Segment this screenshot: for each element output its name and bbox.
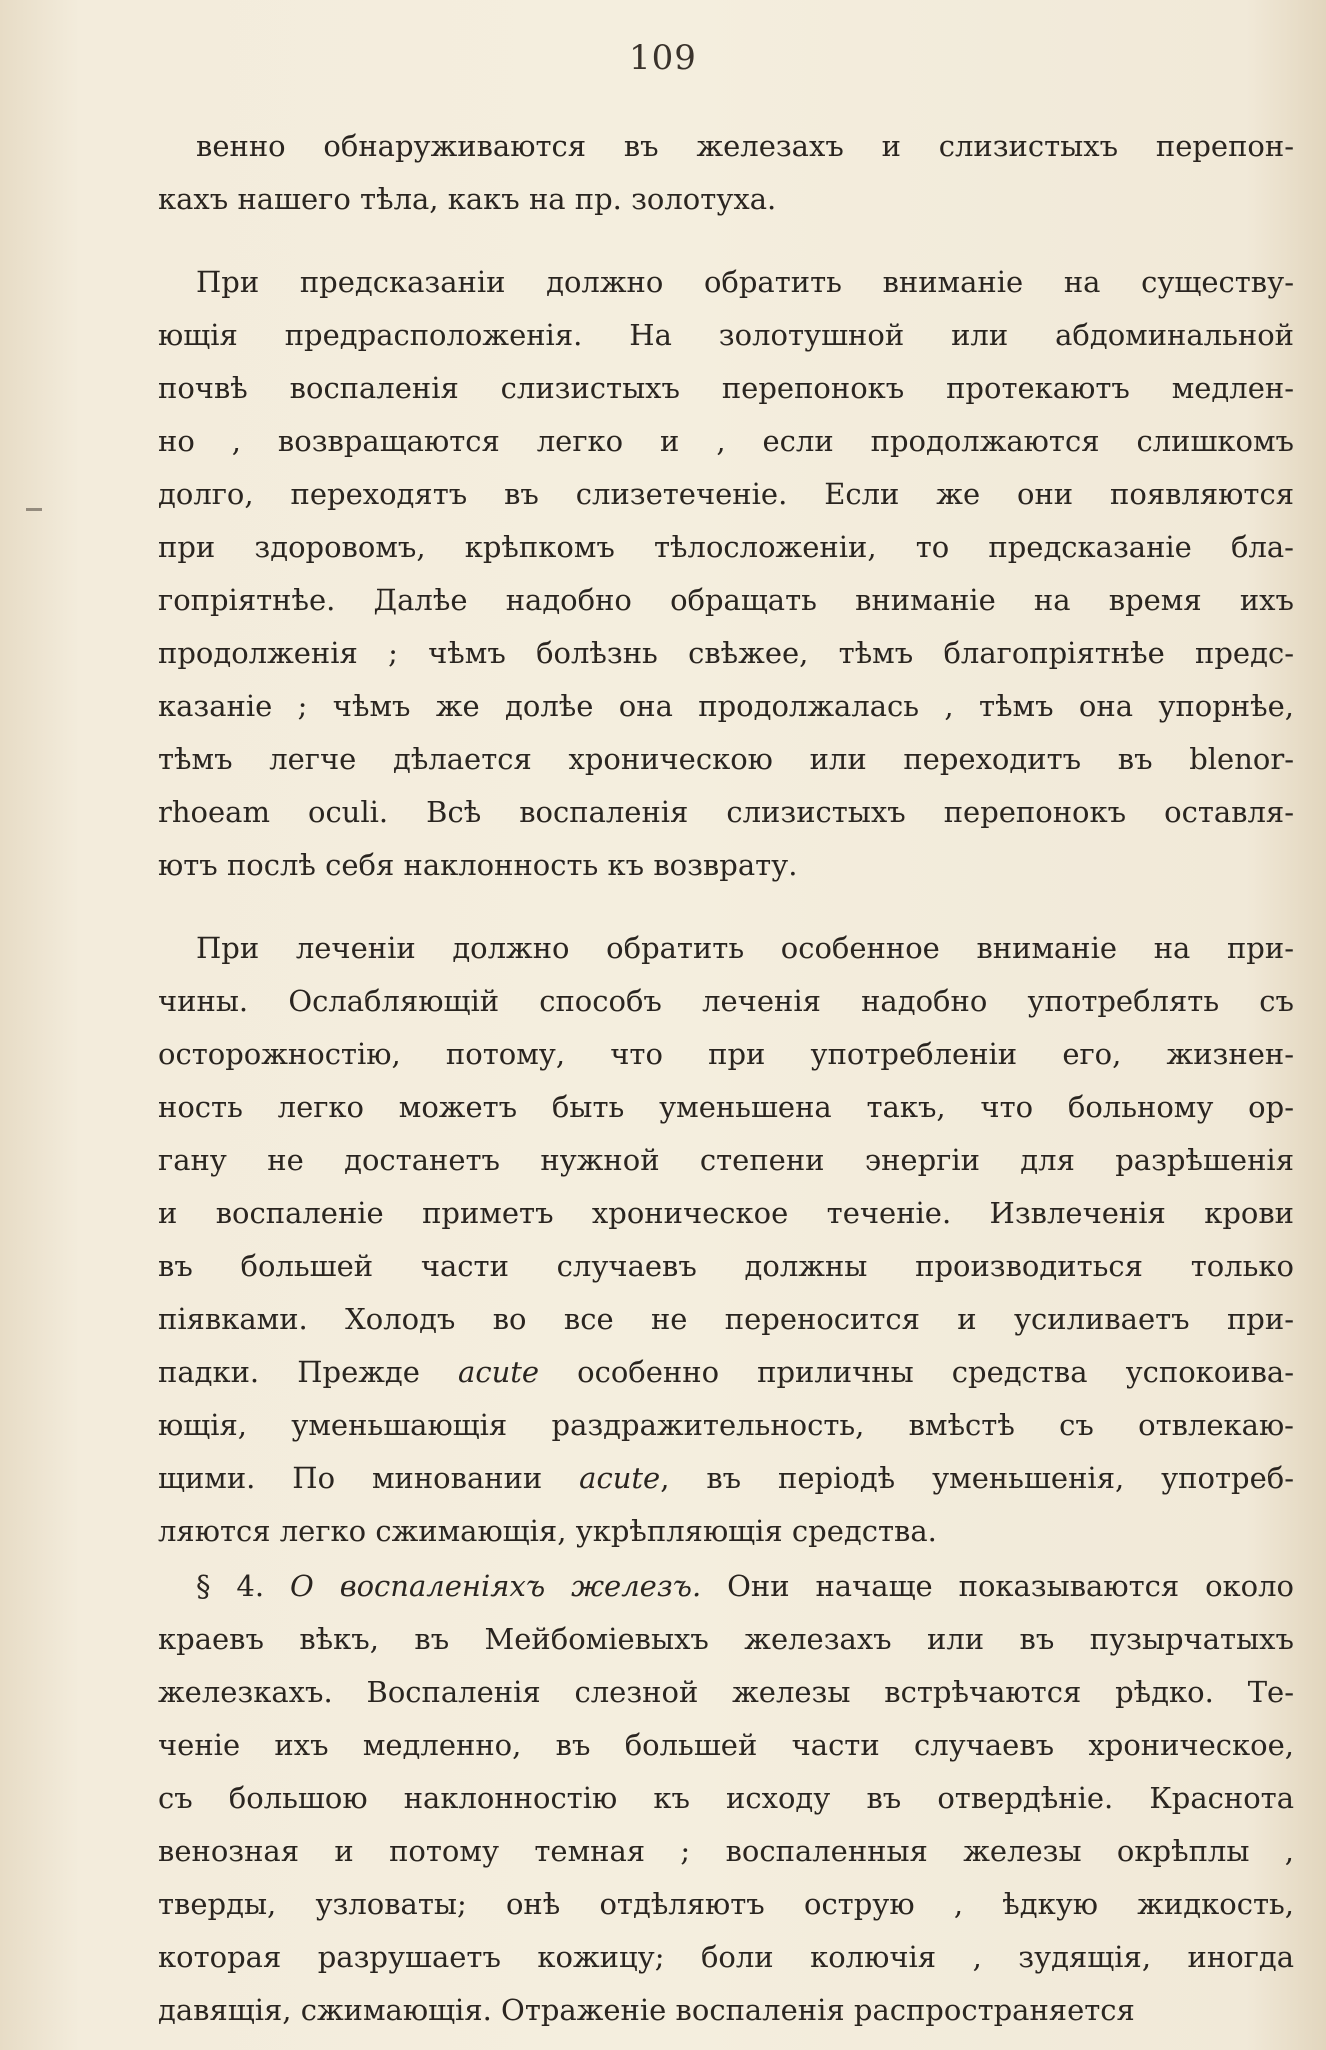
text-line: ляются легко сжимающія, укрѣпляющія средства. [158, 1514, 937, 1548]
text-line [158, 1560, 1294, 1613]
margin-mark [26, 508, 42, 511]
text-segment: § 4. [196, 1569, 291, 1603]
text-line: гану не достанетъ нужной степени энергіи для разрѣшенія [158, 1143, 1294, 1177]
text-line: ющія предрасположенія. На золотушной или абдоминальной [158, 318, 1294, 352]
text-line: ность легко можетъ быть уменьшена такъ, что больному ор- [158, 1090, 1294, 1124]
text-line: чины. Ослабляющій способъ леченія надобно употреблять съ [158, 984, 1294, 1018]
text-segment: Они начаще показываются около [701, 1569, 1295, 1603]
text-line: продолженія ; чѣмъ болѣзнь свѣжее, тѣмъ благопріятнѣе предс- [158, 636, 1294, 670]
text-segment: падки. Прежде [158, 1355, 459, 1389]
text-line: піявками. Холодъ во все не переносится и усиливаетъ при- [158, 1302, 1294, 1336]
text-segment: особенно приличны средства успокоива- [539, 1355, 1294, 1389]
paragraph-gap [158, 226, 1294, 256]
text-line: почвѣ воспаленія слизистыхъ перепонокъ протекаютъ медлен- [158, 371, 1294, 405]
text-line: при здоровомъ, крѣпкомъ тѣлосложеніи, то предсказаніе бла- [158, 530, 1294, 564]
text-line: венно обнаруживаются въ железахъ и слизистыхъ перепон- [196, 129, 1294, 163]
italic-term: О воспаленіяхъ железъ. [290, 1569, 702, 1603]
text-line: rhoeam oculi. Всѣ воспаленія слизистыхъ перепонокъ оставля- [158, 795, 1294, 829]
text-line: ченіе ихъ медленно, въ большей части случаевъ хроническое, [158, 1728, 1294, 1762]
text-line: тѣмъ легче дѣлается хроническою или переходитъ въ blenor- [158, 742, 1294, 776]
text-line: При предсказаніи должно обратить вниманіе на существу- [196, 265, 1294, 299]
body-text [158, 120, 1294, 2037]
italic-term: acute [458, 1355, 540, 1389]
text-line: давящія, сжимающія. Отраженіе воспаленія распространяется [158, 1993, 1135, 2027]
text-line: ющія, уменьшающія раздражительность, вмѣстѣ съ отвлекаю- [158, 1408, 1294, 1442]
text-line: долго, переходятъ въ слизетеченіе. Если же они появляются [158, 477, 1294, 511]
text-line: казаніе ; чѣмъ же долѣе она продолжалась , тѣмъ она упорнѣе, [158, 689, 1294, 723]
text-segment: , въ періодѣ уменьшенія, употреб- [660, 1461, 1294, 1495]
text-line: въ большей части случаевъ должны производиться только [158, 1249, 1294, 1283]
text-line: гопріятнѣе. Далѣе надобно обращать вниманіе на время ихъ [158, 583, 1294, 617]
text-segment: щими. По миновании [158, 1461, 580, 1495]
text-line: ютъ послѣ себя наклонность къ возврату. [158, 848, 798, 882]
text-line: краевъ вѣкъ, въ Мейбоміевыхъ железахъ или въ пузырчатыхъ [158, 1622, 1294, 1656]
text-line: тверды, узловаты; онѣ отдѣляютъ острую , ѣдкую жидкость, [158, 1887, 1294, 1921]
text-line [158, 1346, 1294, 1399]
text-line: которая разрушаетъ кожицу; боли колючія , зудящія, иногда [158, 1940, 1294, 1974]
text-line: кахъ нашего тѣла, какъ на пр. золотуха. [158, 182, 777, 216]
text-line [158, 1452, 1294, 1505]
page-number: 109 [629, 38, 697, 78]
text-line: и воспаленіе приметъ хроническое теченіе. Извлеченія крови [158, 1196, 1294, 1230]
paragraph-gap [158, 892, 1294, 922]
text-line: но , возвращаются легко и , если продолжаются слишкомъ [158, 424, 1294, 458]
text-line: венозная и потому темная ; воспаленныя железы окрѣплы , [158, 1834, 1294, 1868]
text-line: При леченіи должно обратить особенное вниманіе на при- [196, 931, 1294, 965]
italic-term: acute [579, 1461, 661, 1495]
text-line: осторожностію, потому, что при употребленіи его, жизнен- [158, 1037, 1294, 1071]
text-line: железкахъ. Воспаленія слезной железы встрѣчаются рѣдко. Те- [158, 1675, 1294, 1709]
text-line: съ большою наклонностію къ исходу въ отвердѣніе. Краснота [158, 1781, 1294, 1815]
